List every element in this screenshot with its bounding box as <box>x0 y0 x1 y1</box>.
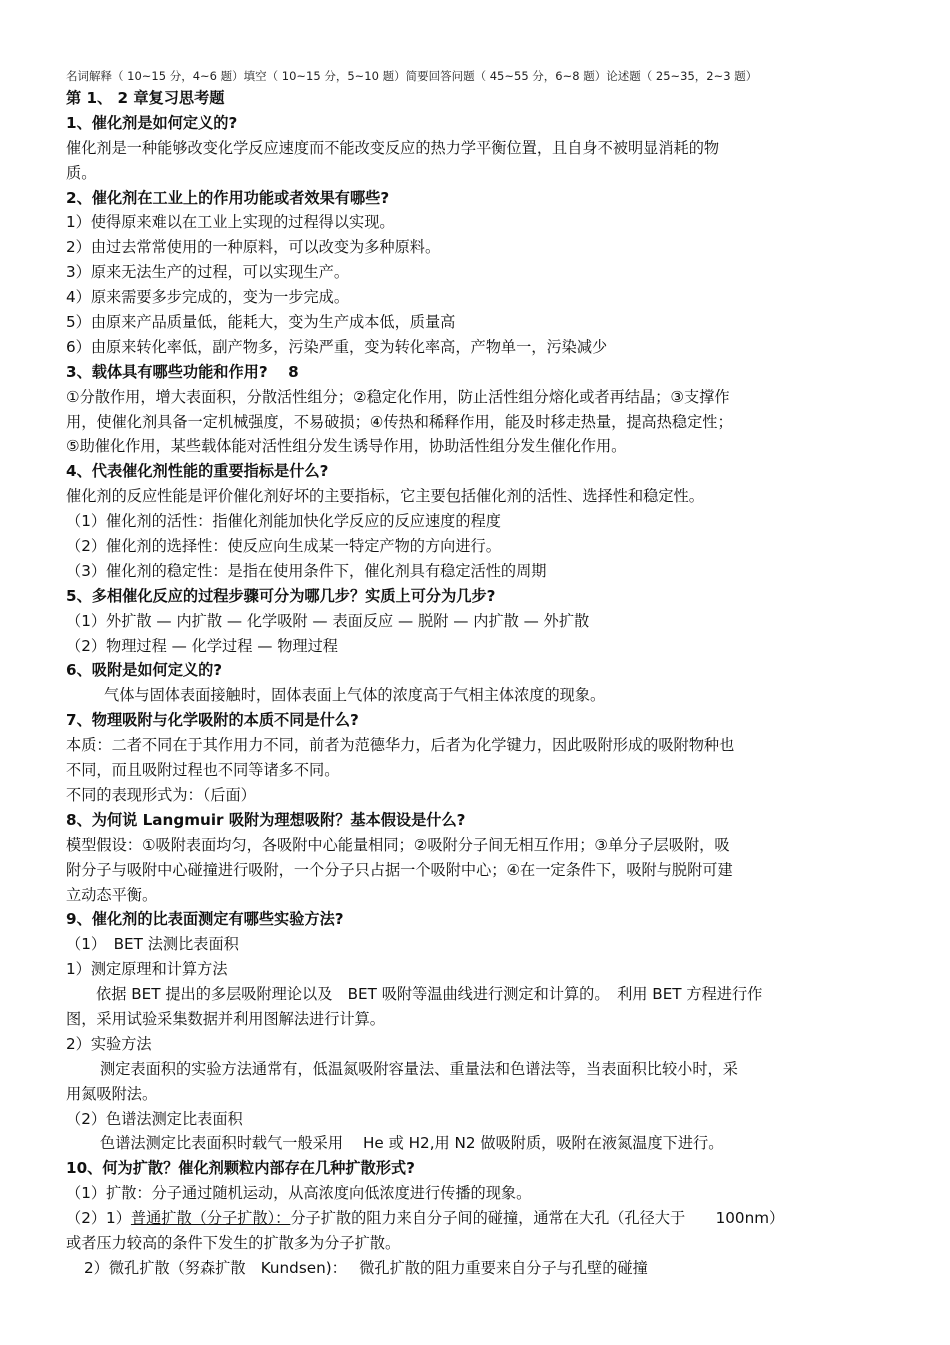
q10-item-cont: 或者压力较高的条件下发生的扩散多为分子扩散。 <box>66 1233 401 1252</box>
q5-item: （1）外扩散 — 内扩散 — 化学吸附 — 表面反应 — 脱附 — 内扩散 — 外扩散 <box>66 611 590 630</box>
q1-title: 1、催化剂是如何定义的? <box>66 113 238 132</box>
q9-method-text: 测定表面积的实验方法通常有，低温氮吸附容量法、重量法和色谱法等，当表面积比较小时，采 <box>100 1059 738 1078</box>
q4-item: （3）催化剂的稳定性：是指在使用条件下，催化剂具有稳定活性的周期 <box>66 561 547 580</box>
q9-title: 9、催化剂的比表面测定有哪些实验方法? <box>66 910 344 929</box>
q2-item: 6）由原来转化率低，副产物多，污染严重，变为转化率高，产物单一，污染减少 <box>66 337 608 356</box>
exam-format-note: 名词解释（ 10~15 分，4~6 题）填空（ 10~15 分，5~10 题）简要回答问题（ 45~55 分，6~8 题）论述题（ 25~35，2~3 题） <box>66 69 758 83</box>
q2-title: 2、催化剂在工业上的作用功能或者效果有哪些? <box>66 188 390 207</box>
q9-chroma-heading: （2）色谱法测定比表面积 <box>66 1109 243 1128</box>
q6-title: 6、吸附是如何定义的? <box>66 661 223 680</box>
q10-item: （1）扩散：分子通过随机运动，从高浓度向低浓度进行传播的现象。 <box>66 1184 532 1203</box>
q9-principle-text: 图，采用试验采集数据并利用图解法进行计算。 <box>66 1009 385 1028</box>
q1-answer-line: 催化剂是一种能够改变化学反应速度而不能改变反应的热力学平衡位置，且自身不被明显消耗的物 <box>66 138 720 157</box>
q8-answer-line: 模型假设：①吸附表面均匀，各吸附中心能量相同；②吸附分子间无相互作用；③单分子层吸附，吸 <box>66 835 730 854</box>
q8-answer-line: 附分子与吸附中心碰撞进行吸附，一个分子只占据一个吸附中心；④在一定条件下，吸附与脱附可建 <box>66 860 733 879</box>
q4-title: 4、代表催化剂性能的重要指标是什么? <box>66 462 329 481</box>
q2-item: 5）由原来产品质量低，能耗大，变为生产成本低，质量高 <box>66 313 456 332</box>
q2-item: 1）使得原来难以在工业上实现的过程得以实现。 <box>66 213 395 232</box>
q5-title: 5、多相催化反应的过程步骤可分为哪几步？实质上可分为几步? <box>66 586 496 605</box>
q3-answer-line: 用，使催化剂具备一定机械强度，不易破损；④传热和稀释作用，能及时移走热量，提高热稳定性； <box>66 412 733 431</box>
q10-item-prefix: （2）1） <box>66 1209 131 1228</box>
q7-title: 7、物理吸附与化学吸附的本质不同是什么? <box>66 711 359 730</box>
q9-principle-text: 依据 BET 提出的多层吸附理论以及 BET 吸附等温曲线进行测定和计算的。 利用 BET 方程进行作 <box>96 985 763 1004</box>
q4-intro: 催化剂的反应性能是评价催化剂好坏的主要指标，它主要包括催化剂的活性、选择性和稳定性。 <box>66 487 704 506</box>
q2-item: 2）由过去常常使用的一种原料，可以改变为多种原料。 <box>66 238 441 257</box>
q10-item <box>66 1206 916 1231</box>
q3-answer-line: ⑤助催化作用，某些载体能对活性组分发生诱导作用，协助活性组分发生催化作用。 <box>66 437 627 456</box>
q6-answer: 气体与固体表面接触时，固体表面上气体的浓度高于气相主体浓度的现象。 <box>104 686 606 705</box>
q2-item: 3）原来无法生产的过程，可以实现生产。 <box>66 263 350 282</box>
q3-answer-line: ①分散作用，增大表面积，分散活性组分；②稳定化作用，防止活性组分熔化或者再结晶；③支撑作 <box>66 387 730 406</box>
q3-title: 3、载体具有哪些功能和作用? 8 <box>66 362 299 381</box>
q5-item: （2）物理过程 — 化学过程 — 物理过程 <box>66 636 338 655</box>
q10-item: 2）微孔扩散（努森扩散 Kundsen)： 微孔扩散的阻力重要来自分子与孔壁的碰撞 <box>84 1258 648 1277</box>
document-page <box>66 66 916 1281</box>
q9-method-heading: 2）实验方法 <box>66 1034 152 1053</box>
q7-answer-line: 本质：二者不同在于其作用力不同，前者为范德华力，后者为化学键力，因此吸附形成的吸附物种也 <box>66 736 735 755</box>
q7-answer-line: 不同的表现形式为：（后面） <box>66 785 256 804</box>
q1-answer-line: 质。 <box>66 163 97 182</box>
q8-title: 8、为何说 Langmuir 吸附为理想吸附？基本假设是什么? <box>66 810 466 829</box>
q9-method-text: 用氮吸附法。 <box>66 1084 158 1103</box>
q9-principle-heading: 1）测定原理和计算方法 <box>66 960 228 979</box>
q9-chroma-text: 色谱法测定比表面积时载气一般采用 He 或 H2,用 N2 做吸附质，吸附在液氮温度下进行。 <box>100 1134 724 1153</box>
q9-bet-heading: （1） BET 法测比表面积 <box>66 935 239 954</box>
q8-answer-line: 立动态平衡。 <box>66 885 158 904</box>
q10-title: 10、何为扩散？催化剂颗粒内部存在几种扩散形式? <box>66 1159 415 1178</box>
q7-answer-line: 不同，而且吸附过程也不同等诸多不同。 <box>66 761 340 780</box>
q4-item: （1）催化剂的活性：指催化剂能加快化学反应的反应速度的程度 <box>66 512 501 531</box>
q10-item-text: 分子扩散的阻力来自分子间的碰撞，通常在大孔（孔径大于 100nm） <box>290 1209 785 1228</box>
chapter-title: 第 1、 2 章复习思考题 <box>66 89 225 107</box>
q10-term-molecular-diffusion: 普通扩散（分子扩散）： <box>130 1209 291 1228</box>
q2-item: 4）原来需要多步完成的，变为一步完成。 <box>66 288 350 307</box>
q4-item: （2）催化剂的选择性：使反应向生成某一特定产物的方向进行。 <box>66 537 501 556</box>
